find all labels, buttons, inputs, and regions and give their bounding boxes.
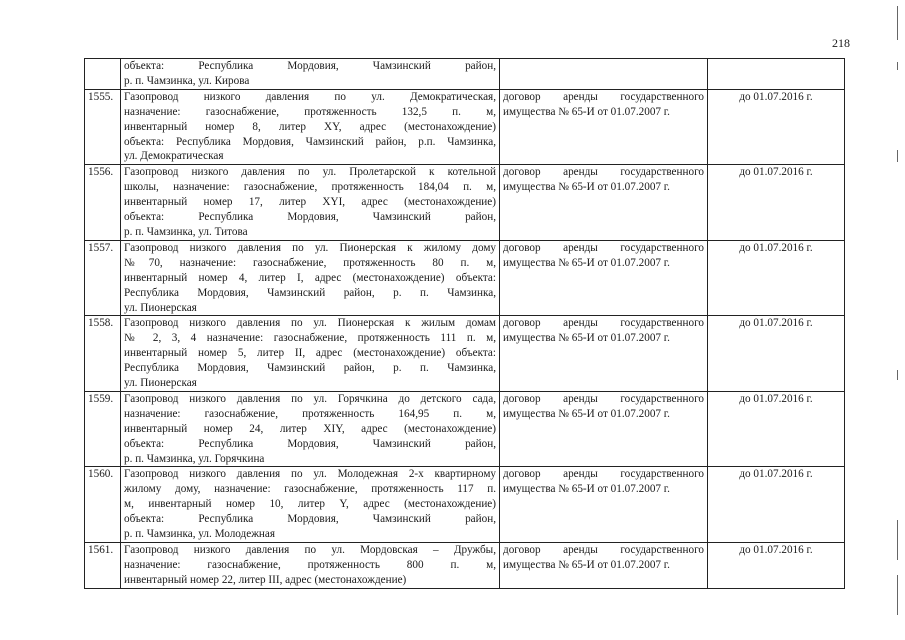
object-description-line: Газопровод низкого давления по ул. Молодежная 2-х квартирному [124,468,496,481]
object-description-line: объекта: Республика Мордовия, Чамзинский район, [124,513,496,526]
object-description-line: Республика Мордовия, Чамзинский район, р. п. Чамзинка, [124,362,496,375]
basis-line: договор аренды государственного [503,90,704,103]
basis-line: имущества № 65-И от 01.07.2007 г. [503,558,670,571]
object-description-line: Газопровод низкого давления по ул. Пионерская к жилым домам [124,317,496,330]
term-value: до 01.07.2016 г. [739,241,813,254]
table-row [85,59,845,90]
term-cell [708,89,845,165]
registry-table [84,58,845,589]
row-number-cell [85,467,121,543]
basis-cell [500,59,708,90]
object-description-cell [121,467,500,543]
basis-line: договор аренды государственного [503,392,704,405]
object-description-line: жилому дому, назначение: газоснабжение, протяженность 117 п. [124,483,496,496]
object-description-cell [121,89,500,165]
object-description-line: инвентарный номер 4, литер I, адрес (местонахождение) объекта: [124,271,496,284]
basis-line: договор аренды государственного [503,468,704,481]
object-description-line: Газопровод низкого давления по ул. Пролетарской к котельной [124,166,496,179]
object-description-line: инвентарный номер 22, литер III, адрес (местонахождение) [124,573,407,586]
object-description-line: объекта: Республика Мордовия, Чамзинский район, р.п. Чамзинка, [124,135,496,148]
term-cell [708,59,845,90]
object-description-line: назначение: газоснабжение, протяженность 164,95 п. м, [124,407,496,420]
term-cell [708,316,845,392]
term-cell [708,391,845,467]
object-description-line: школы, назначение: газоснабжение, протяженность 184,04 п. м, [124,181,496,194]
object-description-cell [121,391,500,467]
table-row [85,165,845,241]
object-description-line: инвентарный номер 5, литер II, адрес (местонахождение) объекта: [124,347,496,360]
object-description-line: Газопровод низкого давления по ул. Горячкина до детского сада, [124,392,496,405]
basis-cell [500,467,708,543]
row-number: 1557. [88,241,114,254]
object-description-line: р. п. Чамзинка, ул. Молодежная [124,528,276,541]
basis-line: договор аренды государственного [503,166,704,179]
row-number: 1556. [88,166,114,179]
table-row [85,316,845,392]
term-value: до 01.07.2016 г. [739,392,813,405]
object-description-line: объекта: Республика Мордовия, Чамзинский район, [124,60,496,72]
term-cell [708,543,845,589]
row-number-cell [85,240,121,316]
object-description-line: объекта: Республика Мордовия, Чамзинский район, [124,437,496,450]
object-description-line: №70, назначение: газоснабжение, протяженность 80 п. м, [124,256,496,269]
row-number-cell [85,59,121,90]
row-number-cell [85,543,121,589]
object-description-line: Газопровод низкого давления по ул. Пионерская к жилому дому [124,241,496,254]
basis-line: имущества № 65-И от 01.07.2007 г. [503,256,670,269]
object-description-line: объекта: Республика Мордовия, Чамзинский район, [124,211,496,224]
basis-cell [500,316,708,392]
row-number: 1558. [88,317,114,330]
object-description-cell [121,59,500,90]
table-row [85,391,845,467]
object-description-line: Республика Мордовия, Чамзинский район, р. п. Чамзинка, [124,286,496,299]
row-number-cell [85,316,121,392]
row-number: 1561. [88,544,114,556]
term-value: до 01.07.2016 г. [739,468,813,481]
term-cell [708,240,845,316]
object-description-cell [121,165,500,241]
object-description-line: ул. Пионерская [124,377,197,390]
basis-cell [500,89,708,165]
table-row [85,240,845,316]
object-description-line: Газопровод низкого давления по ул. Демократическая, [124,90,496,103]
table-row [85,467,845,543]
basis-cell [500,165,708,241]
object-description-line: м, инвентарный номер 10, литер Y, адрес (местонахождение) [124,498,496,511]
basis-line: имущества № 65-И от 01.07.2007 г. [503,105,670,118]
object-description-line: № 2, 3, 4 назначение: газоснабжение, протяженность 111 п. м, [124,332,496,345]
row-number-cell [85,165,121,241]
basis-line: договор аренды государственного [503,544,704,556]
object-description-cell [121,543,500,589]
basis-line: имущества № 65-И от 01.07.2007 г. [503,407,670,420]
basis-cell [500,543,708,589]
object-description-line: р. п. Чамзинка, ул. Горячкина [124,452,265,465]
basis-cell [500,391,708,467]
basis-line: имущества № 65-И от 01.07.2007 г. [503,332,670,345]
row-number-cell [85,89,121,165]
term-cell [708,467,845,543]
object-description-cell [121,316,500,392]
object-description-line: инвентарный номер 8, литер XY, адрес (местонахождение) [124,120,496,133]
object-description-line: назначение: газоснабжение, протяженность 132,5 п. м, [124,105,496,118]
basis-line: имущества № 65-И от 01.07.2007 г. [503,483,670,496]
object-description-line: инвентарный номер 17, литер XYI, адрес (местонахождение) [124,196,496,209]
row-number-cell [85,391,121,467]
term-cell [708,165,845,241]
row-number: 1555. [88,90,114,103]
object-description-cell [121,240,500,316]
table-row [85,543,845,589]
term-value: до 01.07.2016 г. [739,90,813,103]
object-description-line: инвентарный номер 24, литер XIY, адрес (местонахождение) [124,422,496,435]
basis-cell [500,240,708,316]
registry-table-body [85,59,845,589]
term-value: до 01.07.2016 г. [739,544,813,556]
scan-edge-marks [895,0,901,640]
table-row [85,89,845,165]
object-description-line: Газопровод низкого давления по ул. Мордовская – Дружбы, [124,544,496,556]
page-number: 218 [832,36,850,50]
object-description-line: ул. Пионерская [124,301,197,314]
basis-line: договор аренды государственного [503,317,704,330]
row-number: 1559. [88,392,114,405]
basis-line: договор аренды государственного [503,241,704,254]
term-value: до 01.07.2016 г. [739,317,813,330]
row-number: 1560. [88,468,114,481]
object-description-line: р. п. Чамзинка, ул. Кирова [124,74,250,87]
term-value: до 01.07.2016 г. [739,166,813,179]
object-description-line: назначение: газоснабжение, протяженность 800 п. м, [124,558,496,571]
object-description-line: ул. Демократическая [124,150,224,163]
basis-line: имущества № 65-И от 01.07.2007 г. [503,181,670,194]
object-description-line: р. п. Чамзинка, ул. Титова [124,225,248,238]
